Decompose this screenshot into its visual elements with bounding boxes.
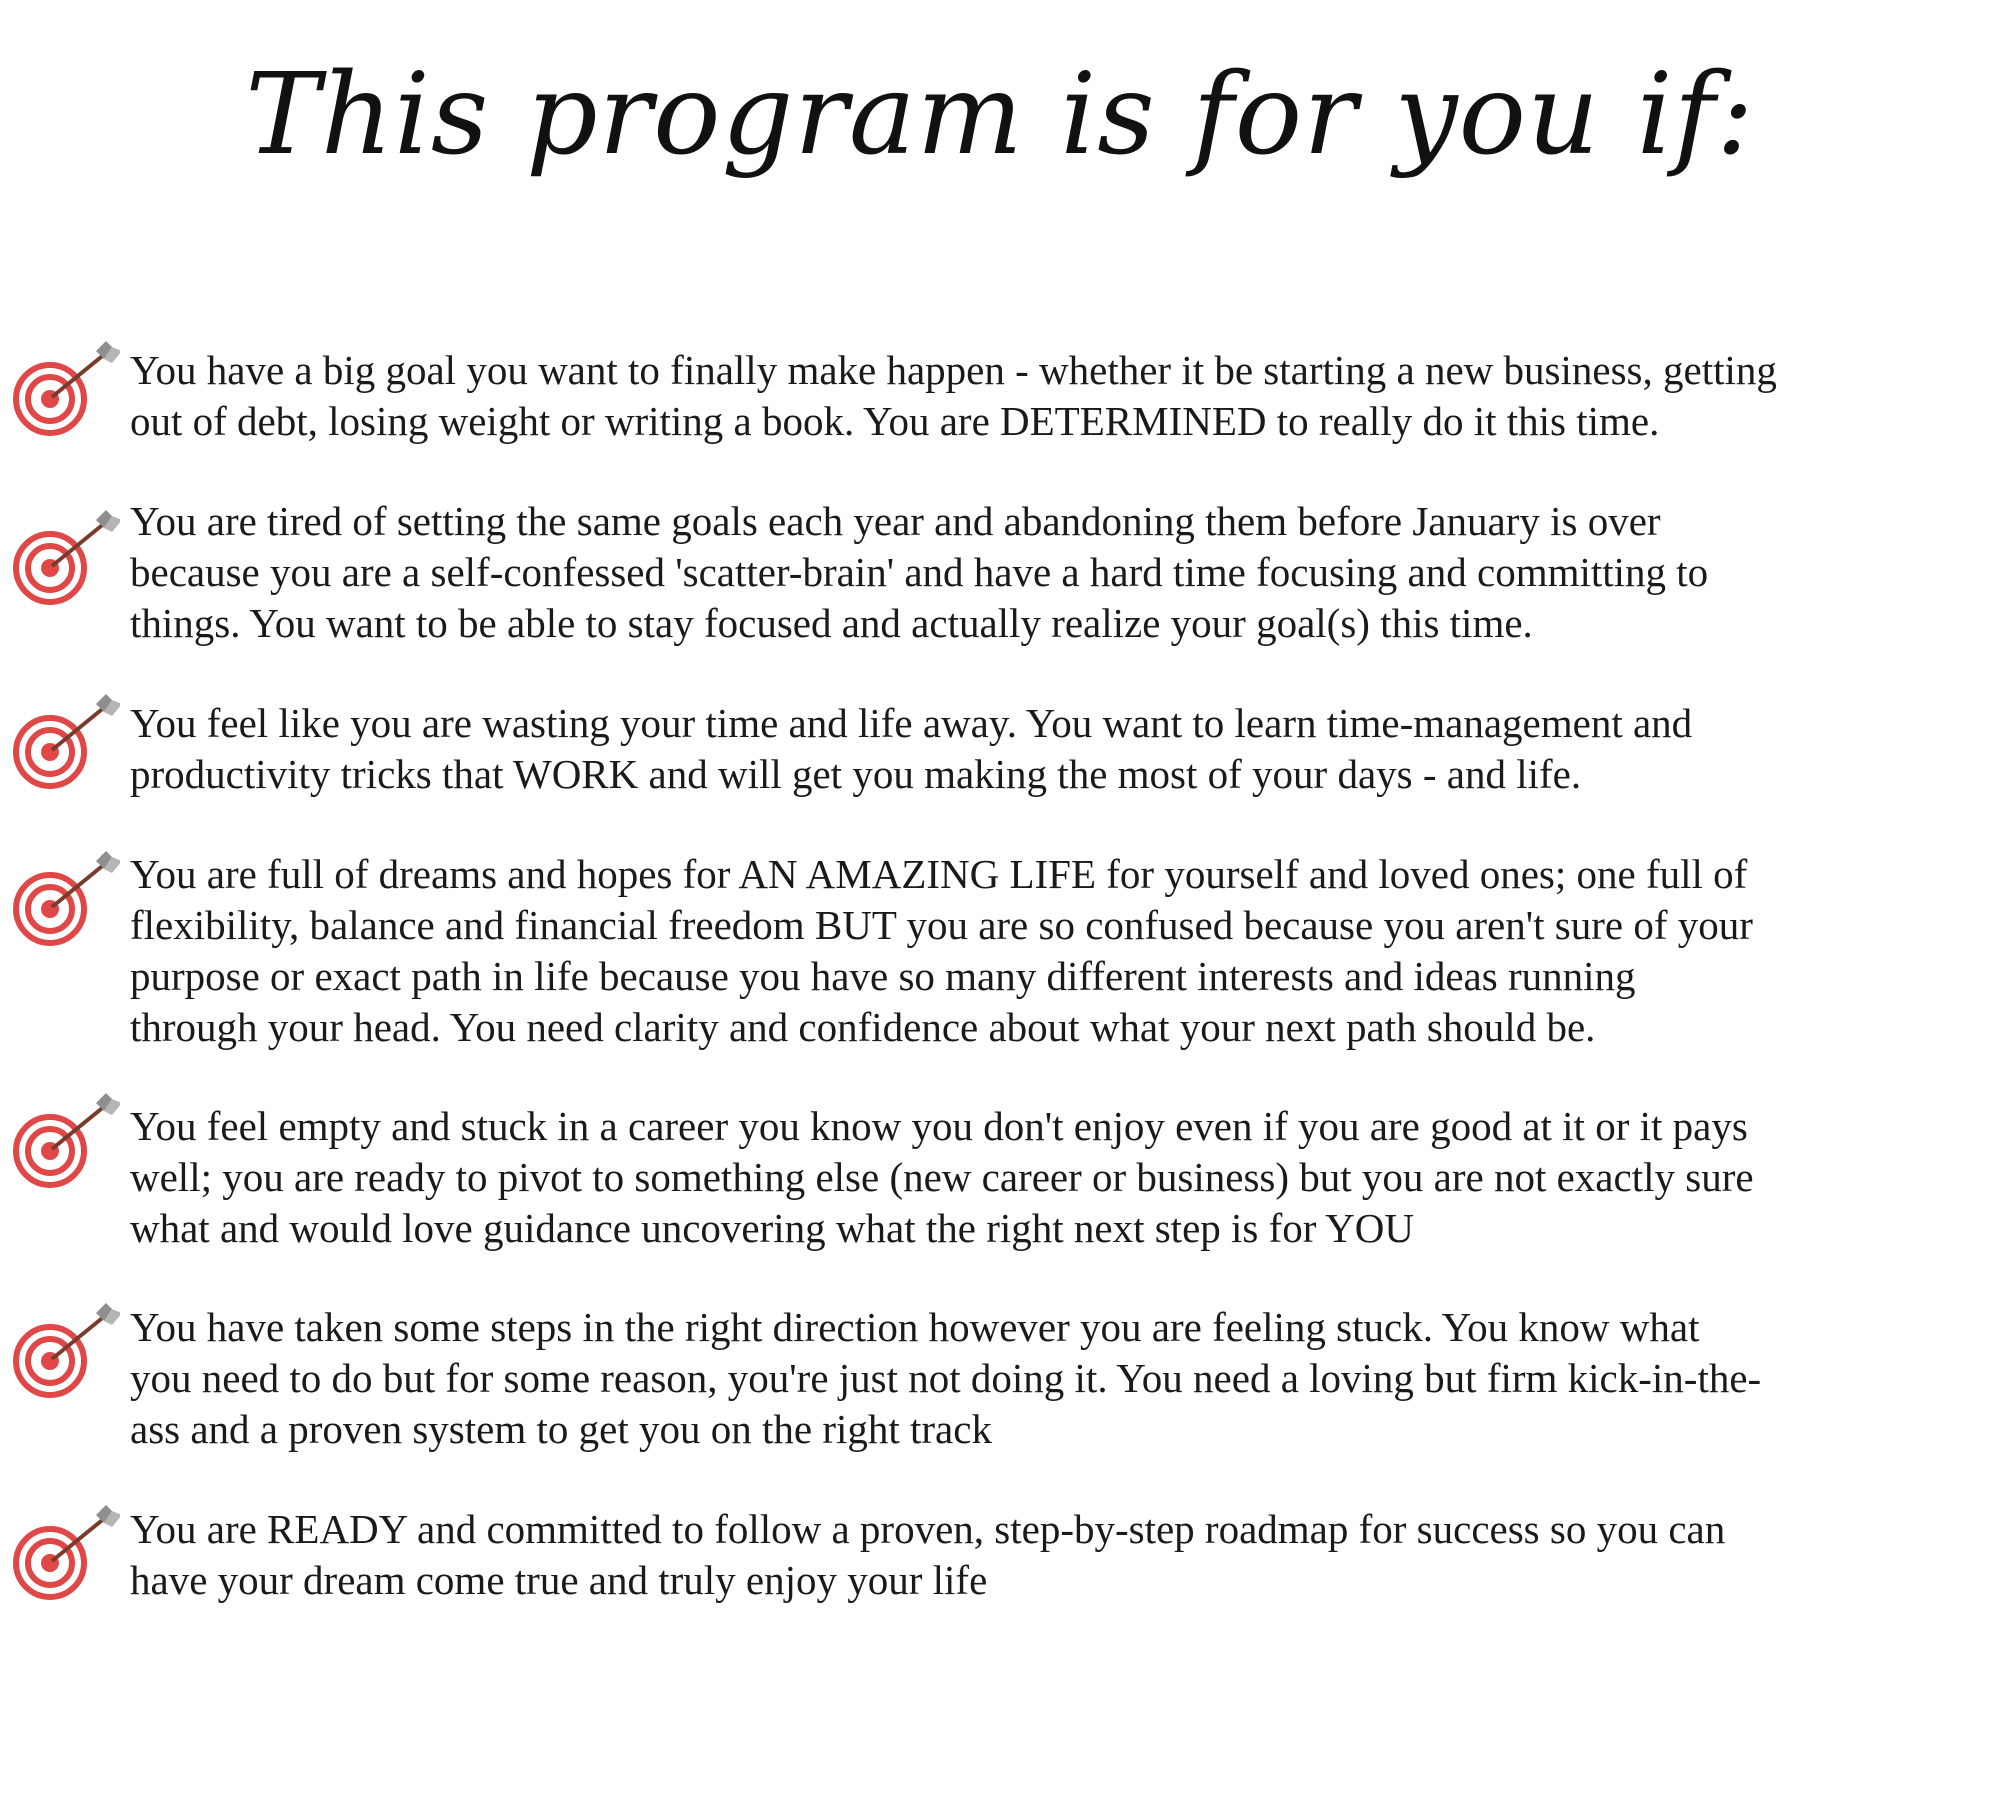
page-title: This program is for you if:	[245, 50, 1755, 180]
target-arrow-icon	[8, 1501, 120, 1601]
list-item-text: You feel empty and stuck in a career you know you don't enjoy even if you are good at it or it pays well; you are ready to pivot to something else (new career or business) but you are not exactly sure what and would love guidance uncovering what the right next step is for YOU	[130, 1103, 1754, 1251]
target-arrow-icon	[8, 690, 120, 790]
list-item-text: You have taken some steps in the right direction however you are feeling stuck. You know what you need to do but for some reason, you're just not doing it. You need a loving but firm kick-in-the- ass and a proven system to get you on the right track	[130, 1304, 1762, 1452]
list-item-text: You feel like you are wasting your time and life away. You want to learn time-management and productivity tricks that WORK and will get you making the most of your days - and life.	[130, 700, 1693, 797]
target-arrow-icon	[8, 506, 120, 606]
target-arrow-icon	[8, 1299, 120, 1399]
list-item-text: You have a big goal you want to finally make happen - whether it be starting a new business, getting out of debt, losing weight or writing a book. You are DETERMINED to really do it this time.	[130, 347, 1777, 444]
list-item-text: You are full of dreams and hopes for AN AMAZING LIFE for yourself and loved ones; one full of flexibility, balance and financial freedom BUT you are so confused because you aren't sure of your purpose or exact path in life because you have so many different interests and ideas running through your head. You need clarity and confidence about what your next path should be.	[130, 851, 1753, 1050]
list-item-text: You are tired of setting the same goals each year and abandoning them before January is over because you are a self-confessed 'scatter-brain' and have a hard time focusing and committing to things. You want to be able to stay focused and actually realize your goal(s) this time.	[130, 498, 1709, 646]
target-arrow-icon	[8, 847, 120, 947]
target-arrow-icon	[8, 337, 120, 437]
target-arrow-icon	[8, 1089, 120, 1189]
list-item-text: You are READY and committed to follow a proven, step-by-step roadmap for success so you can have your dream come true and truly enjoy your life	[130, 1506, 1726, 1603]
